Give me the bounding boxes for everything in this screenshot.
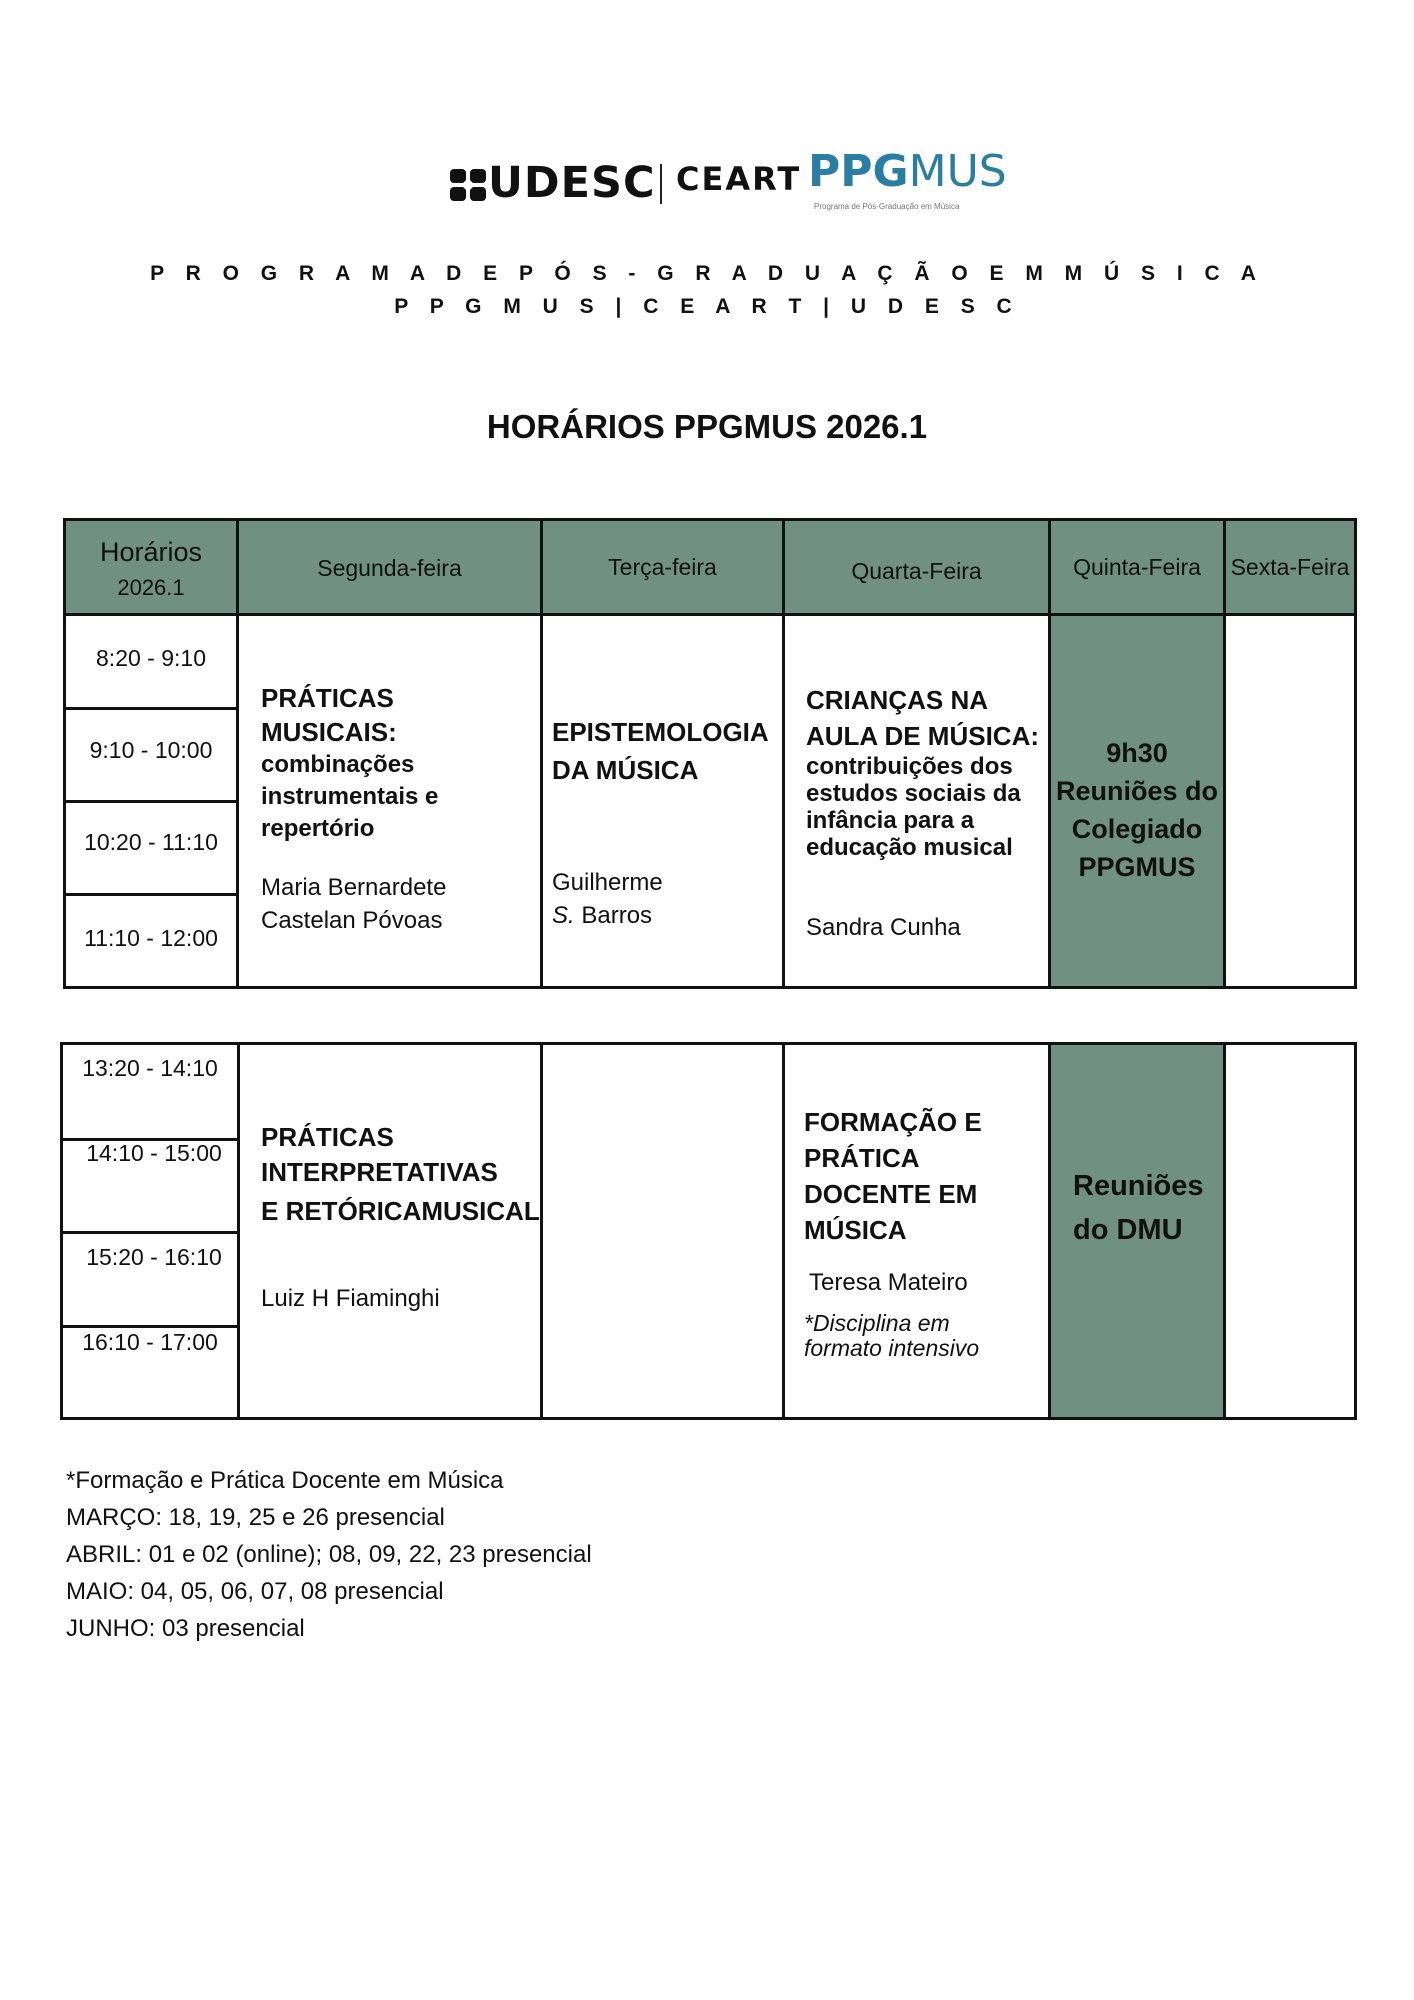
course-subtitle-line: educação musical [806, 834, 1013, 861]
course-title-line: CRIANÇAS NA [806, 685, 988, 715]
row-divider [63, 1325, 239, 1328]
course-subtitle-line: contribuições dos [806, 753, 1013, 780]
col-divider [782, 1045, 785, 1417]
course-title-line: MUSICAIS: [261, 717, 397, 747]
teacher-initial: S. [552, 902, 575, 929]
program-name-line: P R O G R A M A D E P Ó S - G R A D U A Ç Ã O E M M Ú S I C A [150, 262, 1264, 285]
header-day-thursday: Quinta-Feira [1073, 554, 1201, 580]
morning-schedule-table [63, 518, 1357, 989]
course-subtitle-line: infância para a [806, 807, 975, 834]
header-day-monday: Segunda-feira [317, 555, 462, 581]
header-horarios: Horários [99, 537, 203, 567]
program-acronym-line: P P G M U S | C E A R T | U D E S C [394, 295, 1020, 318]
course-title-line: DOCENTE EM [804, 1179, 978, 1209]
ppgmus-logo-subtitle: Programa de Pós-Graduação em Música [814, 202, 960, 211]
ppgmus-logo-mus: MUS [908, 146, 1007, 197]
time-slot: 11:10 - 12:00 [84, 925, 218, 951]
teacher-name: Maria Bernardete [261, 874, 447, 901]
meeting-label: Reuniões [1073, 1170, 1204, 1202]
course-title-line: E RETÓRICAMUSICAL [261, 1196, 540, 1226]
course-title-line: PRÁTICAS [261, 683, 394, 713]
intensive-note: *Disciplina em [804, 1310, 950, 1336]
ppgmus-logo [808, 146, 1007, 197]
ppgmus-logo-ppg: PPG [808, 146, 909, 197]
course-title-line: DA MÚSICA [552, 755, 699, 785]
udesc-emblem-icon [448, 165, 488, 205]
header-day-friday: Sexta-Feira [1230, 554, 1350, 580]
row-divider [63, 1231, 239, 1234]
footnote-line: *Formação e Prática Docente em Música [66, 1467, 504, 1494]
course-title-line: MÚSICA [804, 1215, 907, 1245]
col-divider [1223, 1045, 1226, 1417]
teacher-name: Guilherme [552, 869, 663, 896]
time-slot: 16:10 - 17:00 [82, 1329, 218, 1355]
footnotes [66, 1462, 592, 1647]
course-subtitle-line: repertório [261, 815, 375, 842]
ceart-logo-text: CEART [676, 160, 802, 198]
course-title-line: INTERPRETATIVAS [261, 1157, 498, 1187]
course-title-line: PRÁTICAS [261, 1122, 394, 1152]
col-divider [540, 521, 543, 986]
course-title-line: PRÁTICA [804, 1143, 920, 1173]
time-slot: 13:20 - 14:10 [82, 1055, 218, 1081]
footnote-line: MARÇO: 18, 19, 25 e 26 presencial [66, 1504, 445, 1531]
teacher-name [552, 899, 652, 932]
time-slot: 14:10 - 15:00 [86, 1140, 222, 1166]
header-day-tuesday: Terça-feira [608, 554, 717, 580]
row-divider [66, 800, 238, 803]
course-title-line: EPISTEMOLOGIA [552, 717, 769, 747]
col-divider [1223, 521, 1226, 986]
logo-row [440, 146, 1007, 220]
course-subtitle-line: instrumentais e [261, 783, 439, 810]
header-day-wednesday: Quarta-Feira [851, 558, 982, 584]
time-slot: 10:20 - 11:10 [84, 829, 218, 855]
teacher-name: Luiz H Fiaminghi [261, 1285, 440, 1312]
row-divider [66, 613, 1354, 616]
udesc-logo-text: UDESC [488, 158, 656, 208]
footnote-line: ABRIL: 01 e 02 (online); 08, 09, 22, 23 presencial [66, 1541, 592, 1568]
teacher-name: Castelan Póvoas [261, 907, 443, 934]
meeting-label: 9h30 [1106, 738, 1168, 768]
meeting-label: PPGMUS [1078, 852, 1196, 882]
afternoon-schedule-table [60, 1042, 1357, 1420]
meeting-label: do DMU [1073, 1214, 1183, 1246]
footnote-line: MAIO: 04, 05, 06, 07, 08 presencial [66, 1578, 444, 1605]
course-title-line: AULA DE MÚSICA: [806, 721, 1040, 751]
meeting-label: Colegiado [1071, 814, 1203, 844]
course-subtitle-line: combinações [261, 751, 415, 778]
logo-divider [660, 164, 662, 204]
footnote-line: JUNHO: 03 presencial [66, 1615, 305, 1642]
row-divider [66, 707, 238, 710]
time-slot: 9:10 - 10:00 [89, 737, 213, 763]
time-slot: 8:20 - 9:10 [96, 645, 206, 671]
teacher-surname: Barros [574, 902, 653, 929]
course-title-line: FORMAÇÃO E [804, 1107, 982, 1137]
course-subtitle-line: estudos sociais da [806, 780, 1021, 807]
col-divider [236, 521, 239, 986]
header-semester: 2026.1 [117, 575, 185, 600]
page-title: HORÁRIOS PPGMUS 2026.1 [486, 408, 928, 445]
time-slot: 15:20 - 16:10 [86, 1244, 222, 1270]
col-divider [540, 1045, 543, 1417]
col-divider [782, 521, 785, 986]
row-divider [66, 893, 238, 896]
teacher-name: Sandra Cunha [806, 914, 961, 941]
teacher-name: Teresa Mateiro [809, 1269, 968, 1296]
meeting-label: Reuniões do [1055, 776, 1218, 806]
intensive-note: formato intensivo [804, 1335, 980, 1361]
